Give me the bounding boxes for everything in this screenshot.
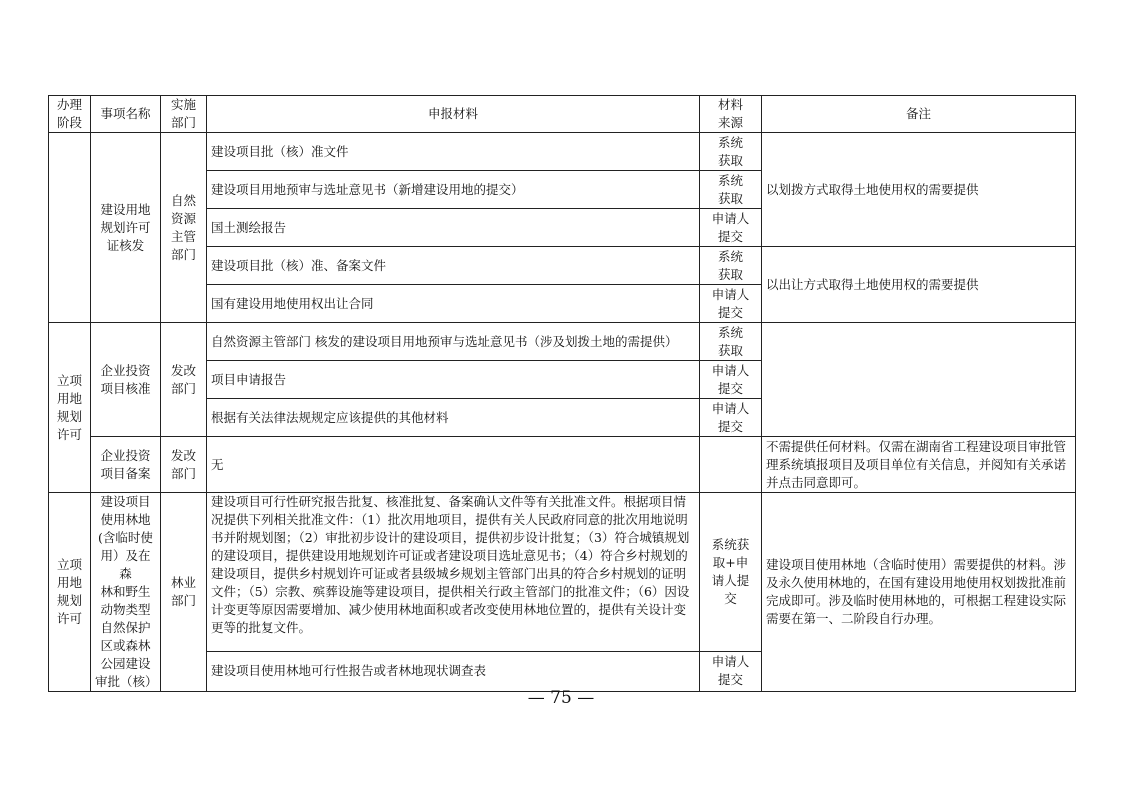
header-materials: 申报材料 <box>207 96 700 133</box>
material-cell: 无 <box>207 437 700 493</box>
header-stage: 办理 阶段 <box>49 96 91 133</box>
page-number: — 75 — <box>527 688 595 708</box>
header-row <box>49 96 1076 133</box>
source-cell: 系统 获取 <box>700 171 762 209</box>
dept-cell: 发改 部门 <box>161 323 207 437</box>
dept-cell: 林业 部门 <box>161 493 207 692</box>
source-cell: 系统 获取 <box>700 323 762 361</box>
approval-materials-table <box>48 95 1076 692</box>
material-cell: 建设项目可行性研究报告批复、核准批复、备案确认文件等有关批准文件。根据项目情况提供下列相关批准文件：（1）批次用地项目，提供有关人民政府同意的批次用地说明书并附规划图；（2）审批初步设计的建设项目，提供初步设计批复；（3）符合城镇规划的建设项目，提供建设用地规划许可证或者建设项目选址意见书；（4）符合乡村规划的建设项目，提供乡村规划许可证或者县级城乡规划主管部门出具的符合乡村规划的证明文件；（5）宗教、殡葬设施等建设项目，提供相关行政主管部门的批准文件；（6）因设计变更等原因需要增加、减少使用林地面积或者改变使用林地位置的，提供有关设计变更等的批复文件。 <box>207 493 700 652</box>
table-row <box>49 323 1076 361</box>
item-cell: 企业投资 项目备案 <box>91 437 161 493</box>
remark-cell: 不需提供任何材料。仅需在湖南省工程建设项目审批管理系统填报项目及项目单位有关信息，并阅知有关承诺并点击同意即可。 <box>762 437 1076 493</box>
header-item: 事项名称 <box>91 96 161 133</box>
header-remarks: 备注 <box>762 96 1076 133</box>
dept-cell: 发改 部门 <box>161 437 207 493</box>
material-cell: 国土测绘报告 <box>207 209 700 247</box>
source-cell: 申请人 提交 <box>700 209 762 247</box>
dept-cell: 自然 资源 主管 部门 <box>161 133 207 323</box>
source-cell: 申请人 提交 <box>700 651 762 691</box>
source-cell: 系统 获取 <box>700 247 762 285</box>
source-cell: 系统 获取 <box>700 133 762 171</box>
material-cell: 根据有关法律法规规定应该提供的其他材料 <box>207 399 700 437</box>
table-row <box>49 493 1076 652</box>
item-cell: 建设用地 规划许可 证核发 <box>91 133 161 323</box>
table-row <box>49 437 1076 493</box>
stage-cell: 立项 用地 规划 许可 <box>49 323 91 493</box>
header-dept: 实施 部门 <box>161 96 207 133</box>
material-cell: 国有建设用地使用权出让合同 <box>207 285 700 323</box>
remark-cell: 以出让方式取得土地使用权的需要提供 <box>762 247 1076 323</box>
stage-cell: 立项 用地 规划 许可 <box>49 493 91 692</box>
source-cell: 申请人 提交 <box>700 361 762 399</box>
source-cell <box>700 437 762 493</box>
material-cell: 建设项目批（核）准、备案文件 <box>207 247 700 285</box>
material-cell: 建设项目用地预审与选址意见书（新增建设用地的提交） <box>207 171 700 209</box>
material-cell: 自然资源主管部门 核发的建设项目用地预审与选址意见书（涉及划拨土地的需提供） <box>207 323 700 361</box>
source-cell: 申请人 提交 <box>700 399 762 437</box>
header-source: 材料 来源 <box>700 96 762 133</box>
item-cell: 建设项目 使用林地 (含临时使 用）及在森 林和野生 动物类型 自然保护 区或森林 公园建设 审批（核） <box>91 493 161 692</box>
source-cell: 系统获 取+申 请人提 交 <box>700 493 762 652</box>
stage-cell-empty <box>49 133 91 323</box>
material-cell: 项目申请报告 <box>207 361 700 399</box>
table-row <box>49 133 1076 171</box>
material-cell: 建设项目批（核）准文件 <box>207 133 700 171</box>
remark-cell: 以划拨方式取得土地使用权的需要提供 <box>762 133 1076 247</box>
remark-cell: 建设项目使用林地（含临时使用）需要提供的材料。涉及永久使用林地的，在国有建设用地使用权划拨批准前完成即可。涉及临时使用林地的，可根据工程建设实际需要在第一、二阶段自行办理。 <box>762 493 1076 692</box>
item-cell: 企业投资 项目核准 <box>91 323 161 437</box>
material-cell: 建设项目使用林地可行性报告或者林地现状调查表 <box>207 651 700 691</box>
source-cell: 申请人 提交 <box>700 285 762 323</box>
remark-cell-empty <box>762 323 1076 437</box>
